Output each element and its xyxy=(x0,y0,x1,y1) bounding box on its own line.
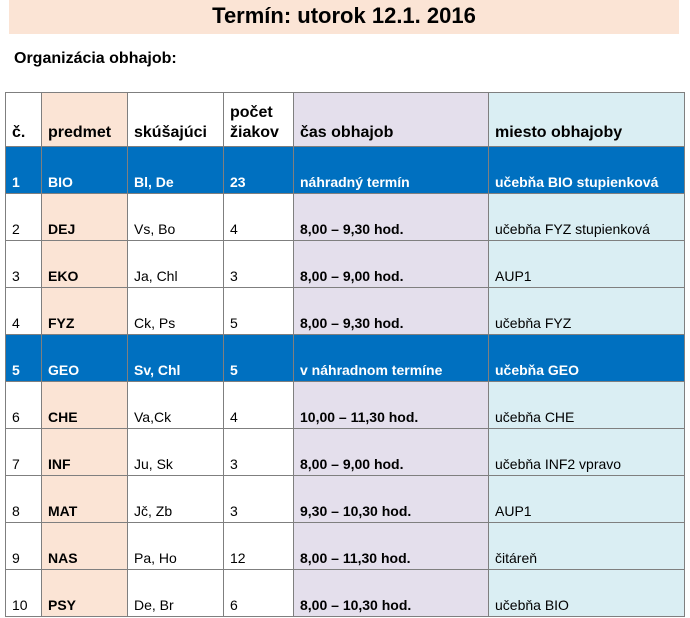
row-place: učebňa BIO stupienková xyxy=(489,147,685,194)
row-count: 4 xyxy=(224,194,294,241)
header-count-line1: počet xyxy=(230,104,273,121)
row-examiner: Va,Ck xyxy=(128,382,224,429)
row-count: 3 xyxy=(224,476,294,523)
row-count: 3 xyxy=(224,429,294,476)
header-count-line2: žiakov xyxy=(230,124,279,141)
row-num: 2 xyxy=(6,194,42,241)
row-time: 8,00 – 9,30 hod. xyxy=(294,194,489,241)
row-examiner: Bl, De xyxy=(128,147,224,194)
row-examiner: Ju, Sk xyxy=(128,429,224,476)
table-row xyxy=(6,523,685,570)
row-count: 5 xyxy=(224,288,294,335)
table-row xyxy=(6,476,685,523)
row-place: čitáreň xyxy=(489,523,685,570)
row-num: 10 xyxy=(6,570,42,617)
row-time: 8,00 – 9,00 hod. xyxy=(294,429,489,476)
row-time: 8,00 – 11,30 hod. xyxy=(294,523,489,570)
row-subject: CHE xyxy=(42,382,128,429)
table-row xyxy=(6,194,685,241)
row-examiner: Jč, Zb xyxy=(128,476,224,523)
header-subject: predmet xyxy=(42,93,128,147)
row-count: 5 xyxy=(224,335,294,382)
row-place: AUP1 xyxy=(489,476,685,523)
row-count: 23 xyxy=(224,147,294,194)
table-row xyxy=(6,335,685,382)
row-place: učebňa GEO xyxy=(489,335,685,382)
row-examiner: De, Br xyxy=(128,570,224,617)
row-time: 10,00 – 11,30 hod. xyxy=(294,382,489,429)
row-count: 12 xyxy=(224,523,294,570)
row-num: 6 xyxy=(6,382,42,429)
table-row xyxy=(6,147,685,194)
table-row xyxy=(6,241,685,288)
header-count xyxy=(224,93,294,147)
row-examiner: Sv, Chl xyxy=(128,335,224,382)
row-num: 9 xyxy=(6,523,42,570)
row-count: 6 xyxy=(224,570,294,617)
row-place: učebňa FYZ xyxy=(489,288,685,335)
header-time: čas obhajob xyxy=(294,93,489,147)
section-heading: Organizácia obhajob: xyxy=(14,50,177,67)
row-count: 3 xyxy=(224,241,294,288)
row-num: 8 xyxy=(6,476,42,523)
table-header-row xyxy=(6,93,685,147)
row-subject: INF xyxy=(42,429,128,476)
table-row xyxy=(6,570,685,617)
header-place: miesto obhajoby xyxy=(489,93,685,147)
row-num: 5 xyxy=(6,335,42,382)
row-time: 8,00 – 9,00 hod. xyxy=(294,241,489,288)
row-num: 4 xyxy=(6,288,42,335)
row-subject: NAS xyxy=(42,523,128,570)
header-examiner: skúšajúci xyxy=(128,93,224,147)
row-num: 1 xyxy=(6,147,42,194)
row-time: 8,00 – 9,30 hod. xyxy=(294,288,489,335)
table-row xyxy=(6,382,685,429)
row-examiner: Ck, Ps xyxy=(128,288,224,335)
row-subject: EKO xyxy=(42,241,128,288)
table-row xyxy=(6,288,685,335)
row-examiner: Ja, Chl xyxy=(128,241,224,288)
schedule-table xyxy=(5,92,685,617)
row-num: 7 xyxy=(6,429,42,476)
row-subject: BIO xyxy=(42,147,128,194)
table-row xyxy=(6,429,685,476)
row-subject: DEJ xyxy=(42,194,128,241)
row-place: AUP1 xyxy=(489,241,685,288)
row-num: 3 xyxy=(6,241,42,288)
row-subject: FYZ xyxy=(42,288,128,335)
row-count: 4 xyxy=(224,382,294,429)
row-place: učebňa CHE xyxy=(489,382,685,429)
row-time: v náhradnom termíne xyxy=(294,335,489,382)
row-time: 8,00 – 10,30 hod. xyxy=(294,570,489,617)
row-time: náhradný termín xyxy=(294,147,489,194)
row-place: učebňa BIO xyxy=(489,570,685,617)
row-place: učebňa FYZ stupienková xyxy=(489,194,685,241)
header-num: č. xyxy=(6,93,42,147)
row-subject: GEO xyxy=(42,335,128,382)
row-place: učebňa INF2 vpravo xyxy=(489,429,685,476)
row-subject: PSY xyxy=(42,570,128,617)
row-time: 9,30 – 10,30 hod. xyxy=(294,476,489,523)
row-examiner: Vs, Bo xyxy=(128,194,224,241)
page-title: Termín: utorok 12.1. 2016 xyxy=(9,0,679,34)
row-subject: MAT xyxy=(42,476,128,523)
row-examiner: Pa, Ho xyxy=(128,523,224,570)
